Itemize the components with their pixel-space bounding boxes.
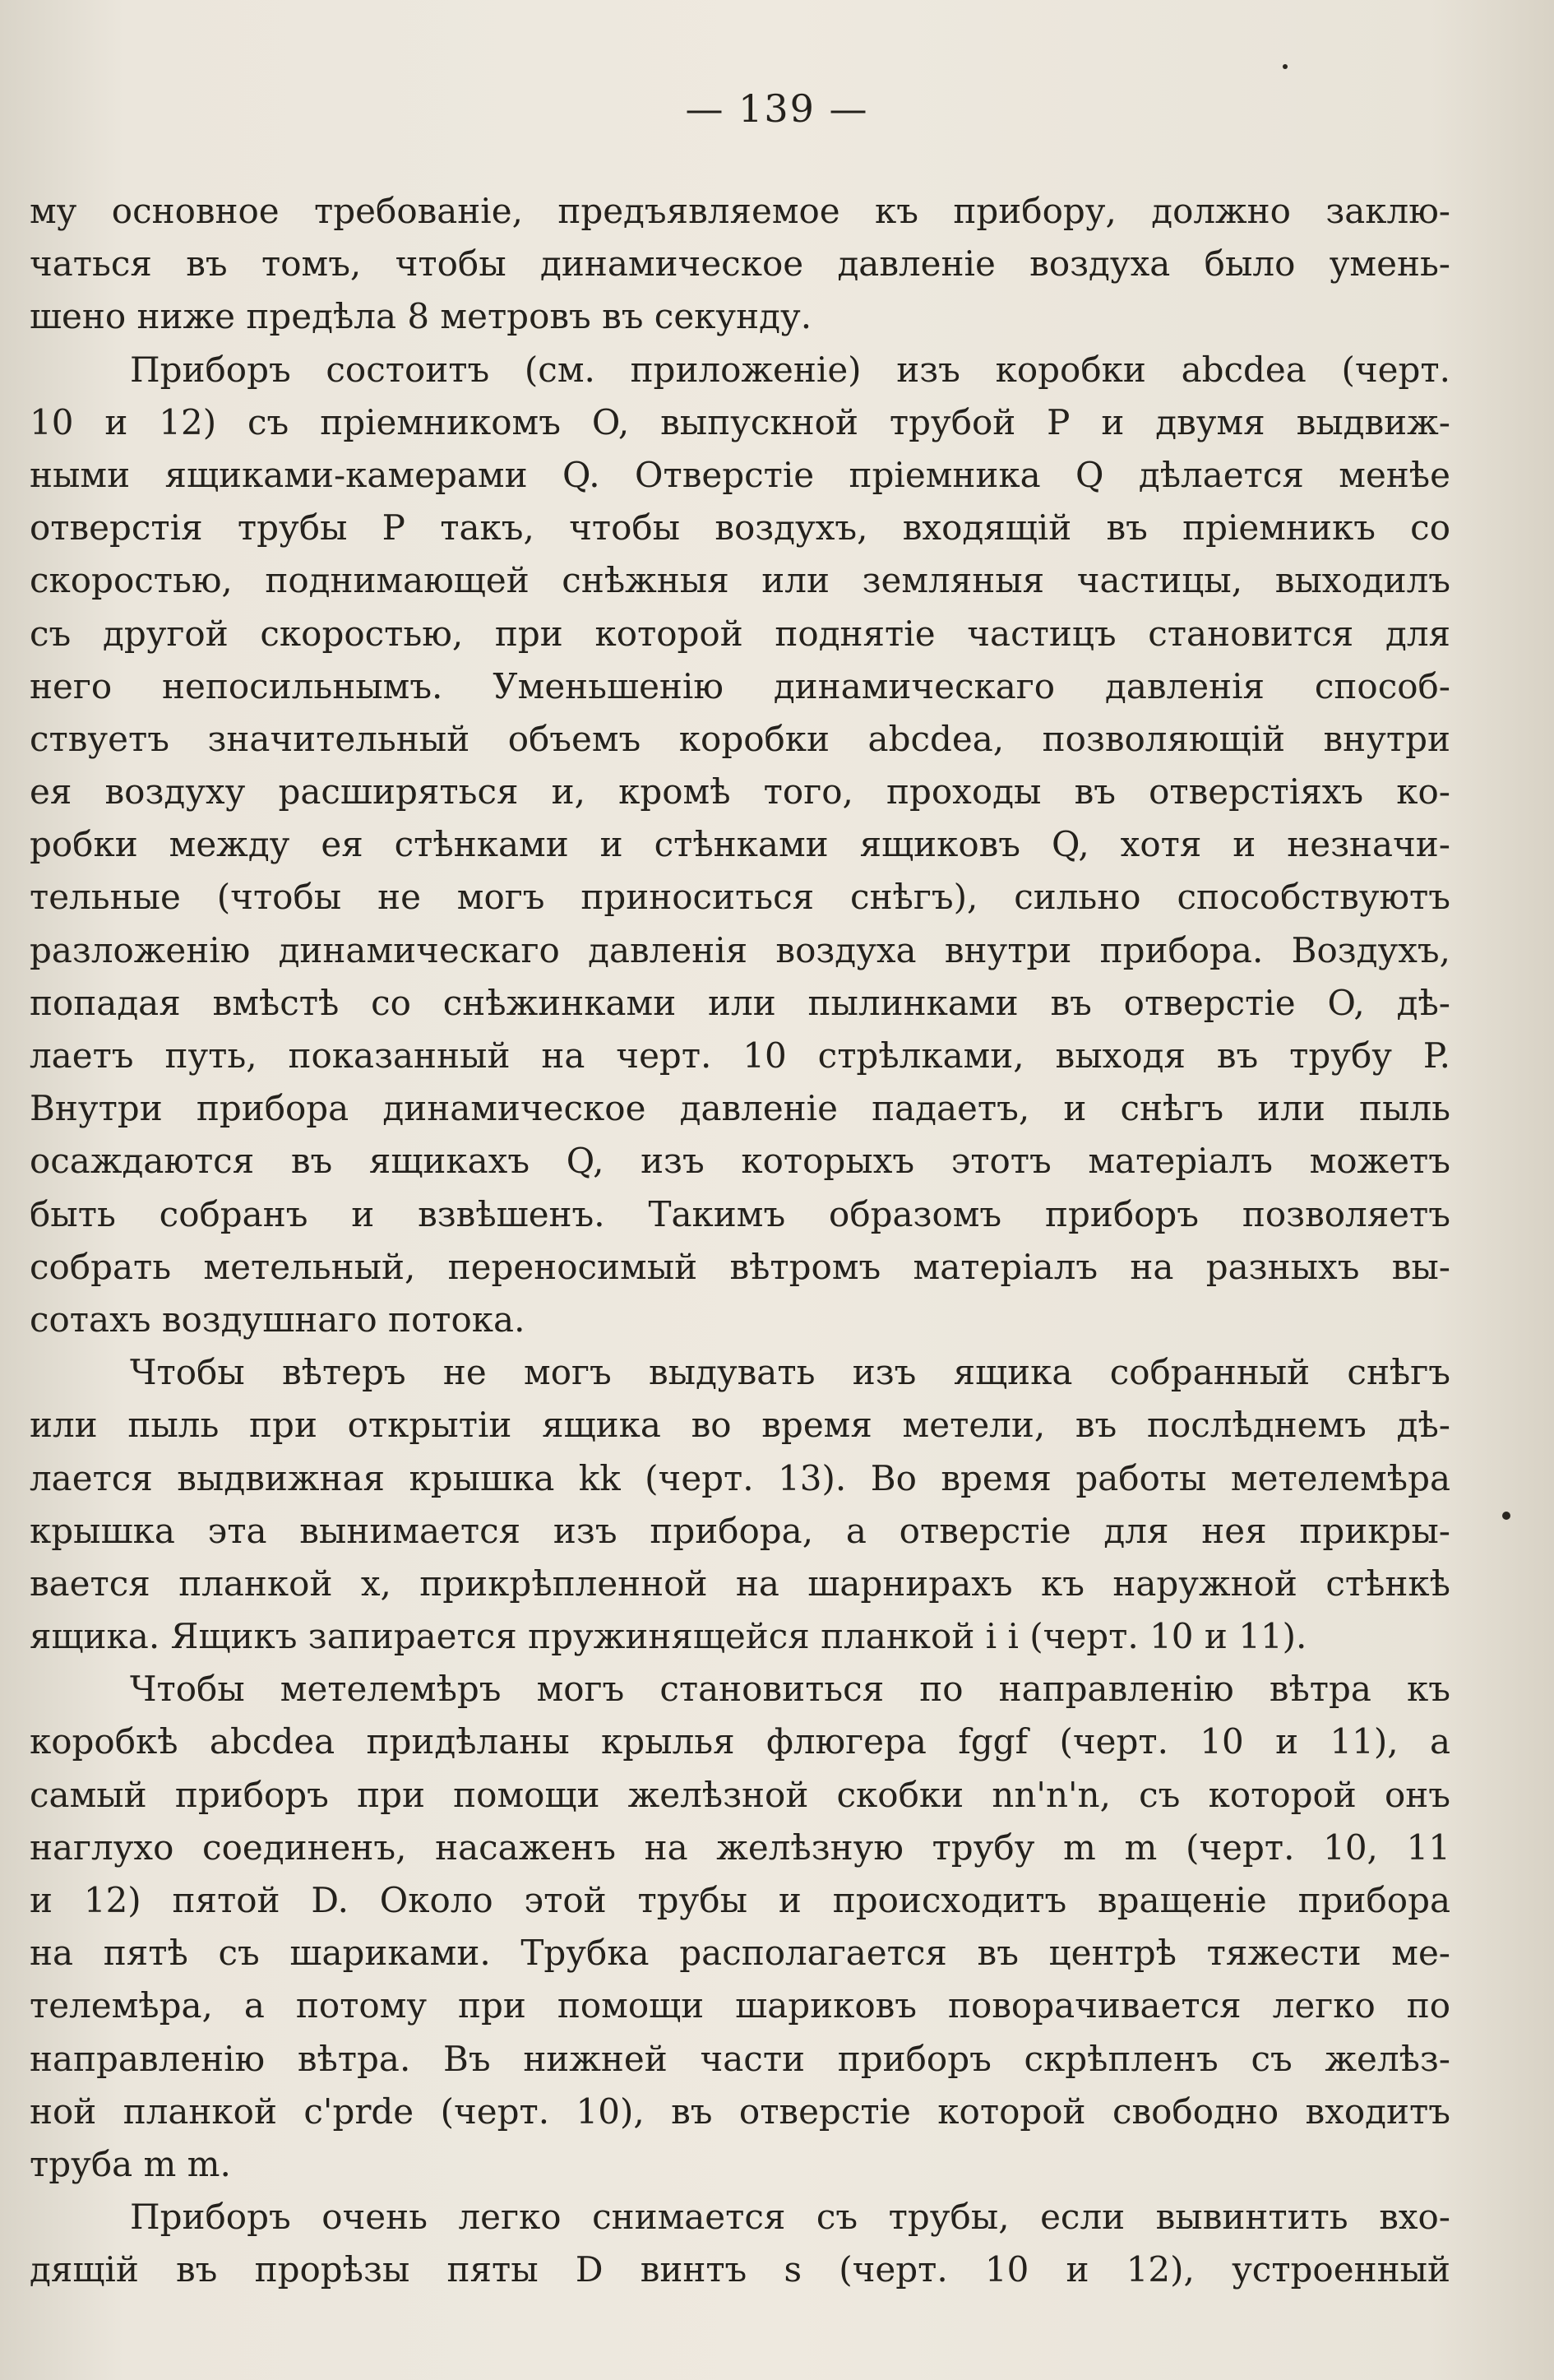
text-line: отверстія трубы P такъ, чтобы воздухъ, входящій въ пріемникъ со bbox=[30, 507, 1450, 549]
text-line: ея воздуху расширяться и, кромѣ того, проходы въ отверстіяхъ ко- bbox=[30, 771, 1450, 813]
paragraph-2 bbox=[30, 344, 1450, 1347]
text-line: ной планкой c'prde (черт. 10), въ отверстіе которой свободно входитъ bbox=[30, 2091, 1450, 2132]
text-line: вается планкой x, прикрѣпленной на шарнирахъ къ наружной стѣнкѣ bbox=[30, 1563, 1450, 1604]
text-line: му основное требованіе, предъявляемое къ прибору, должно заклю- bbox=[30, 191, 1450, 231]
page-number: — 139 — bbox=[685, 86, 869, 131]
text-line: осаждаются въ ящикахъ Q, изъ которыхъ этотъ матеріалъ можетъ bbox=[30, 1141, 1450, 1182]
text-line: разложенію динамическаго давленія воздуха внутри прибора. Воздухъ, bbox=[30, 929, 1450, 970]
text-line: ными ящиками-камерами Q. Отверстіе пріемника Q дѣлается менѣе bbox=[30, 454, 1450, 495]
paragraph-1 bbox=[30, 185, 1450, 344]
text-line: Приборъ очень легко снимается съ трубы, если вывинтить вхо- bbox=[130, 2197, 1450, 2238]
text-line: телемѣра, а потому при помощи шариковъ поворачивается легко по bbox=[30, 1985, 1450, 2026]
text-line: и 12) пятой D. Около этой трубы и происходитъ вращеніе прибора bbox=[30, 1880, 1450, 1920]
text-line: Внутри прибора динамическое давленіе падаетъ, и снѣгъ или пыль bbox=[30, 1088, 1450, 1129]
text-line: съ другой скоростью, при которой поднятіе частицъ становится для bbox=[30, 613, 1450, 654]
text-line: чаться въ томъ, чтобы динамическое давленіе воздуха было умень- bbox=[30, 243, 1450, 285]
text-line: направленію вѣтра. Въ нижней части приборъ скрѣпленъ съ желѣз- bbox=[30, 2038, 1450, 2079]
text-line: коробкѣ abcdea придѣланы крылья флюгера fggf (черт. 10 и 11), а bbox=[30, 1721, 1450, 1762]
text-line: ящика. Ящикъ запирается пружинящейся планкой i i (черт. 10 и 11). bbox=[30, 1616, 1307, 1657]
paragraph-3 bbox=[30, 1346, 1450, 1663]
text-line: наглухо соединенъ, насаженъ на желѣзную трубу m m (черт. 10, 11 bbox=[30, 1827, 1450, 1868]
paragraph-4 bbox=[30, 1663, 1450, 2191]
text-line: Приборъ состоитъ (см. приложеніе) изъ коробки abcdea (черт. bbox=[130, 349, 1450, 390]
text-line: собрать метельный, переносимый вѣтромъ матеріалъ на разныхъ вы- bbox=[30, 1246, 1450, 1287]
text-line: робки между ея стѣнками и стѣнками ящиковъ Q, хотя и незначи- bbox=[30, 824, 1450, 865]
text-line: труба m m. bbox=[30, 2143, 231, 2184]
text-line: лаетъ путь, показанный на черт. 10 стрѣлками, выходя въ трубу P. bbox=[30, 1035, 1450, 1076]
margin-speck bbox=[1502, 1512, 1510, 1520]
text-line: попадая вмѣстѣ со снѣжинками или пылинками въ отверстіе O, дѣ- bbox=[30, 982, 1450, 1023]
text-line: на пятѣ съ шариками. Трубка располагается въ центрѣ тяжести ме- bbox=[30, 1933, 1450, 1974]
body-text bbox=[30, 185, 1450, 2297]
text-line: сотахъ воздушнаго потока. bbox=[30, 1299, 525, 1340]
text-line: крышка эта вынимается изъ прибора, а отверстіе для нея прикры- bbox=[30, 1510, 1450, 1551]
text-line: Чтобы метелемѣръ могъ становиться по направленію вѣтра къ bbox=[130, 1669, 1450, 1710]
text-line: самый приборъ при помощи желѣзной скобки nn'n'n, съ которой онъ bbox=[30, 1774, 1450, 1815]
text-line: скоростью, поднимающей снѣжныя или земляныя частицы, выходилъ bbox=[30, 560, 1450, 601]
text-line: лается выдвижная крышка kk (черт. 13). Во время работы метелемѣра bbox=[30, 1457, 1450, 1498]
text-line: шено ниже предѣла 8 метровъ въ секунду. bbox=[30, 296, 812, 337]
text-line: него непосильнымъ. Уменьшенію динамическаго давленія способ- bbox=[30, 665, 1450, 706]
text-line: или пыль при открытіи ящика во время метели, въ послѣднемъ дѣ- bbox=[30, 1405, 1450, 1446]
text-line: быть собранъ и взвѣшенъ. Такимъ образомъ приборъ позволяетъ bbox=[30, 1193, 1450, 1234]
text-line: Чтобы вѣтеръ не могъ выдувать изъ ящика собранный снѣгъ bbox=[130, 1352, 1450, 1393]
text-line: ствуетъ значительный объемъ коробки abcdea, позволяющій внутри bbox=[30, 718, 1450, 759]
paragraph-5 bbox=[30, 2191, 1450, 2296]
text-line: тельные (чтобы не могъ приноситься снѣгъ), сильно способствуютъ bbox=[30, 877, 1450, 918]
text-line: 10 и 12) съ пріемникомъ O, выпускной трубой P и двумя выдвиж- bbox=[30, 401, 1450, 442]
margin-speck bbox=[1283, 64, 1288, 69]
text-line: дящій въ прорѣзы пяты D винтъ s (черт. 10 и 12), устроенный bbox=[30, 2249, 1450, 2290]
